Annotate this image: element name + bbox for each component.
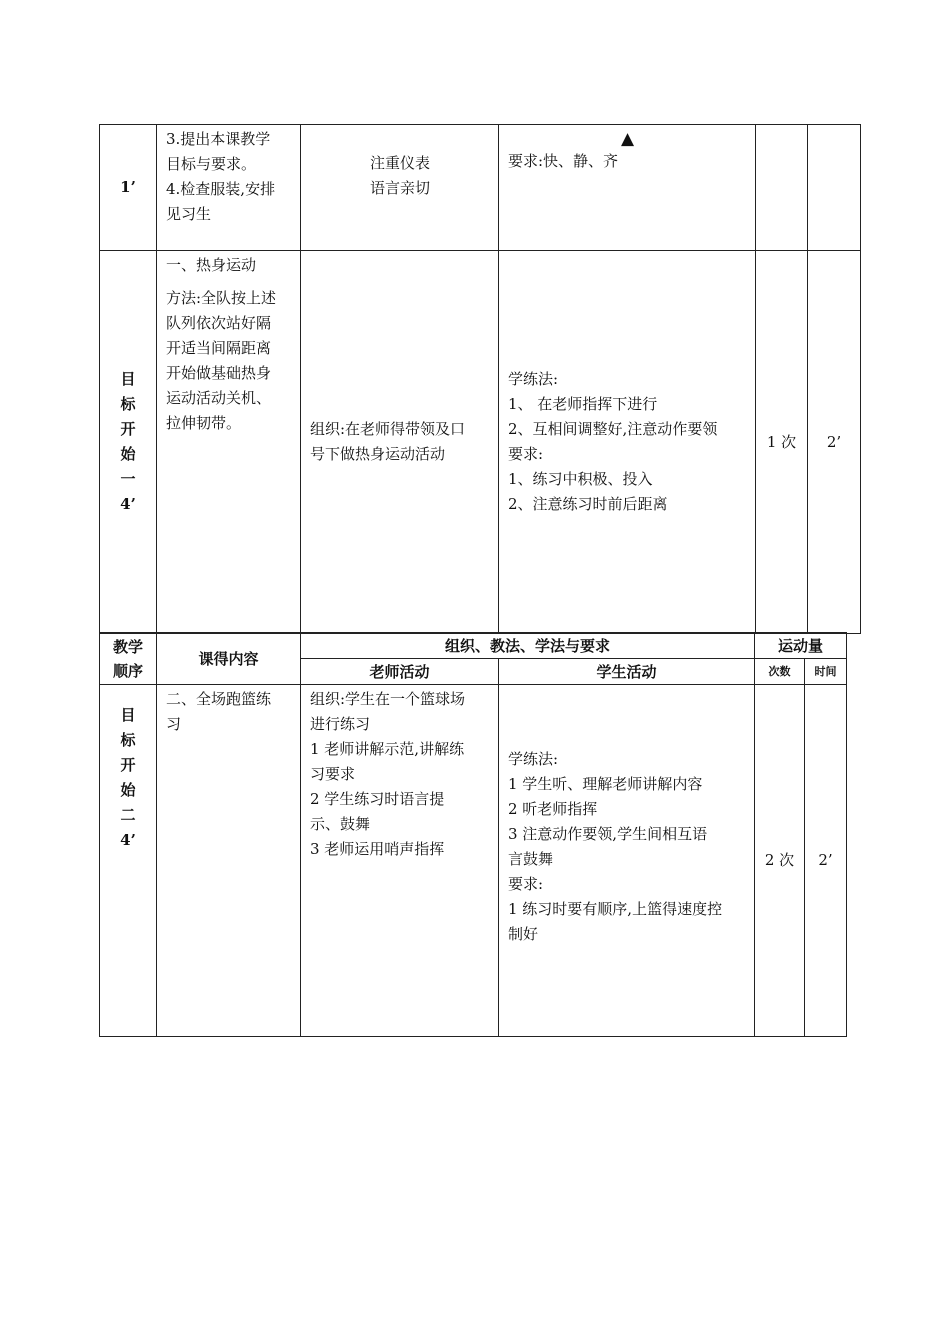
teacher-line: 示、鼓舞 bbox=[310, 815, 371, 833]
sequence-cell: 目 标 开 始 一 4’ bbox=[100, 251, 157, 634]
time-cell: 2’ bbox=[805, 685, 847, 1037]
content-line: 开适当间隔距离 bbox=[166, 339, 272, 357]
content-line: 开始做基础热身 bbox=[166, 364, 272, 382]
content-line: 习 bbox=[166, 715, 182, 733]
content-line: 3.提出本课教学 bbox=[166, 130, 271, 148]
count-cell: 2 次 bbox=[755, 685, 805, 1037]
student-line: 要求:快、静、齐 bbox=[508, 152, 619, 170]
student-line: 要求: bbox=[508, 445, 544, 463]
header-time: 时间 bbox=[805, 659, 847, 685]
student-line: 1 学生听、理解老师讲解内容 bbox=[508, 775, 703, 793]
content-line: 拉伸韧带。 bbox=[166, 414, 242, 432]
header-sequence: 教学 顺序 bbox=[100, 633, 157, 685]
triangle-formation-icon: ▲ bbox=[620, 129, 635, 149]
header-content: 课得内容 bbox=[157, 633, 301, 685]
content-cell bbox=[157, 125, 301, 251]
time-cell bbox=[808, 125, 861, 251]
teacher-line: 1 老师讲解示范,讲解练 bbox=[310, 740, 465, 758]
teacher-line: 号下做热身运动活动 bbox=[310, 445, 446, 463]
lesson-plan-table-continued bbox=[99, 124, 861, 634]
header-student-activity: 学生活动 bbox=[499, 659, 755, 685]
student-line: 1 练习时要有顺序,上篮得速度控 bbox=[508, 900, 723, 918]
teacher-line: 注重仪表 bbox=[369, 154, 430, 172]
student-line: 学练法: bbox=[508, 750, 559, 768]
time-cell: 2’ bbox=[808, 251, 861, 634]
student-line: 1、练习中积极、投入 bbox=[508, 470, 653, 488]
table-header-row bbox=[100, 633, 847, 659]
content-cell bbox=[157, 685, 301, 1037]
header-teacher-activity: 老师活动 bbox=[301, 659, 499, 685]
teacher-line: 进行练习 bbox=[310, 715, 371, 733]
content-line: 二、全场跑篮练 bbox=[166, 690, 272, 708]
header-count: 次数 bbox=[755, 659, 805, 685]
student-line: 2、注意练习时前后距离 bbox=[508, 495, 668, 513]
student-line: 学练法: bbox=[508, 370, 559, 388]
content-line: 目标与要求。 bbox=[166, 155, 257, 173]
student-line: 2 听老师指挥 bbox=[508, 800, 598, 818]
student-line: 3 注意动作要领,学生间相互语 bbox=[508, 825, 708, 843]
count-cell bbox=[756, 125, 808, 251]
teacher-line: 语言亲切 bbox=[369, 179, 430, 197]
table-row bbox=[100, 125, 861, 251]
student-activity-cell bbox=[499, 685, 755, 1037]
student-line: 2、互相间调整好,注意动作要领 bbox=[508, 420, 718, 438]
lesson-plan-table bbox=[99, 632, 847, 1037]
teacher-activity-cell bbox=[301, 125, 499, 251]
teacher-line: 组织:在老师得带领及口 bbox=[310, 420, 466, 438]
table-row bbox=[100, 251, 861, 634]
student-line: 制好 bbox=[508, 925, 539, 943]
teacher-line: 3 老师运用哨声指挥 bbox=[310, 840, 445, 858]
student-line: 要求: bbox=[508, 875, 544, 893]
student-activity-cell bbox=[499, 251, 756, 634]
teacher-line: 2 学生练习时语言提 bbox=[310, 790, 445, 808]
content-line: 运动活动关机、 bbox=[166, 389, 272, 407]
content-line: 队列依次站好隔 bbox=[166, 314, 272, 332]
table-row bbox=[100, 685, 847, 1037]
sequence-cell: 1’ bbox=[100, 125, 157, 251]
teacher-activity-cell bbox=[301, 685, 499, 1037]
teacher-line: 习要求 bbox=[310, 765, 356, 783]
header-methods: 组织、教法、学法与要求 bbox=[301, 633, 755, 659]
teacher-activity-cell bbox=[301, 251, 499, 634]
content-title: 一、热身运动 bbox=[166, 256, 257, 274]
teacher-line: 组织:学生在一个篮球场 bbox=[310, 690, 466, 708]
content-line: 4.检查服装,安排 bbox=[166, 180, 276, 198]
count-cell: 1 次 bbox=[756, 251, 808, 634]
content-cell bbox=[157, 251, 301, 634]
content-line: 方法:全队按上述 bbox=[166, 289, 277, 307]
sequence-cell: 目 标 开 始 二 4’ bbox=[100, 685, 157, 1037]
content-line: 见习生 bbox=[166, 205, 212, 223]
header-exercise-load: 运动量 bbox=[755, 633, 847, 659]
student-line: 言鼓舞 bbox=[508, 850, 554, 868]
student-line: 1、 在老师指挥下进行 bbox=[508, 395, 658, 413]
student-activity-cell bbox=[499, 125, 756, 251]
